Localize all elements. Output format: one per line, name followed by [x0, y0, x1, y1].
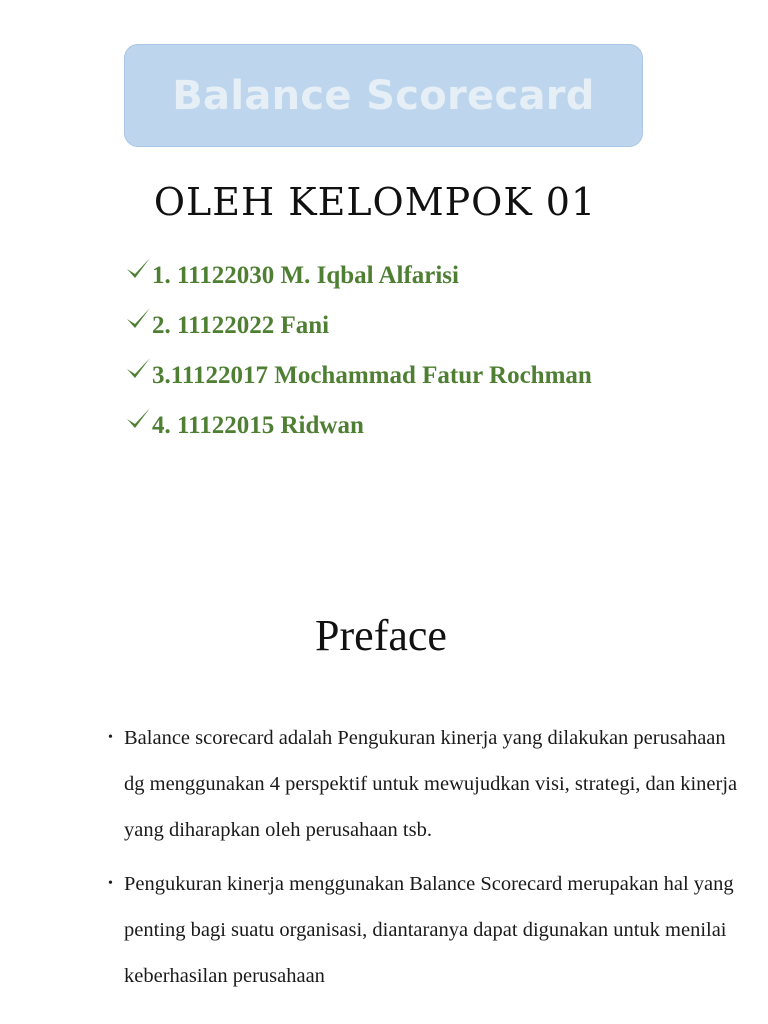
list-item — [124, 356, 592, 406]
member-list — [124, 256, 592, 456]
slide-title: Balance Scorecard — [172, 72, 595, 119]
list-item — [108, 861, 738, 999]
preface-title: Preface — [315, 611, 447, 660]
bullet-text: Balance scorecard adalah Pengukuran kinerja yang dilakukan perusahaan dg menggunakan 4 perspektif untuk mewujudkan visi, strategi, dan kinerja yang diharapkan oleh perusahaan tsb. — [124, 727, 738, 841]
list-item — [124, 306, 592, 356]
member-name: 1. 11122030 M. Iqbal Alfarisi — [152, 262, 459, 289]
preface-slide — [0, 560, 768, 1024]
check-icon — [124, 304, 152, 332]
list-item — [124, 256, 592, 306]
check-icon — [124, 254, 152, 282]
check-icon — [124, 404, 152, 432]
member-name: 3.11122017 Mochammad Fatur Rochman — [152, 362, 592, 389]
title-banner — [124, 44, 643, 147]
member-name: 2. 11122022 Fani — [152, 312, 330, 339]
bullet-text: Pengukuran kinerja menggunakan Balance Scorecard merupakan hal yang penting bagi suatu organisasi, diantaranya dapat digunakan untuk menilai keberhasilan perusahaan — [124, 873, 734, 987]
bullet-list — [108, 715, 738, 999]
list-item — [108, 715, 738, 853]
list-item — [124, 406, 592, 456]
bullet-icon: • — [108, 876, 113, 891]
check-icon — [124, 354, 152, 382]
member-name: 4. 11122015 Ridwan — [152, 412, 364, 439]
bullet-icon: • — [108, 730, 113, 745]
group-subtitle: OLEH KELOMPOK 01 — [153, 180, 597, 224]
